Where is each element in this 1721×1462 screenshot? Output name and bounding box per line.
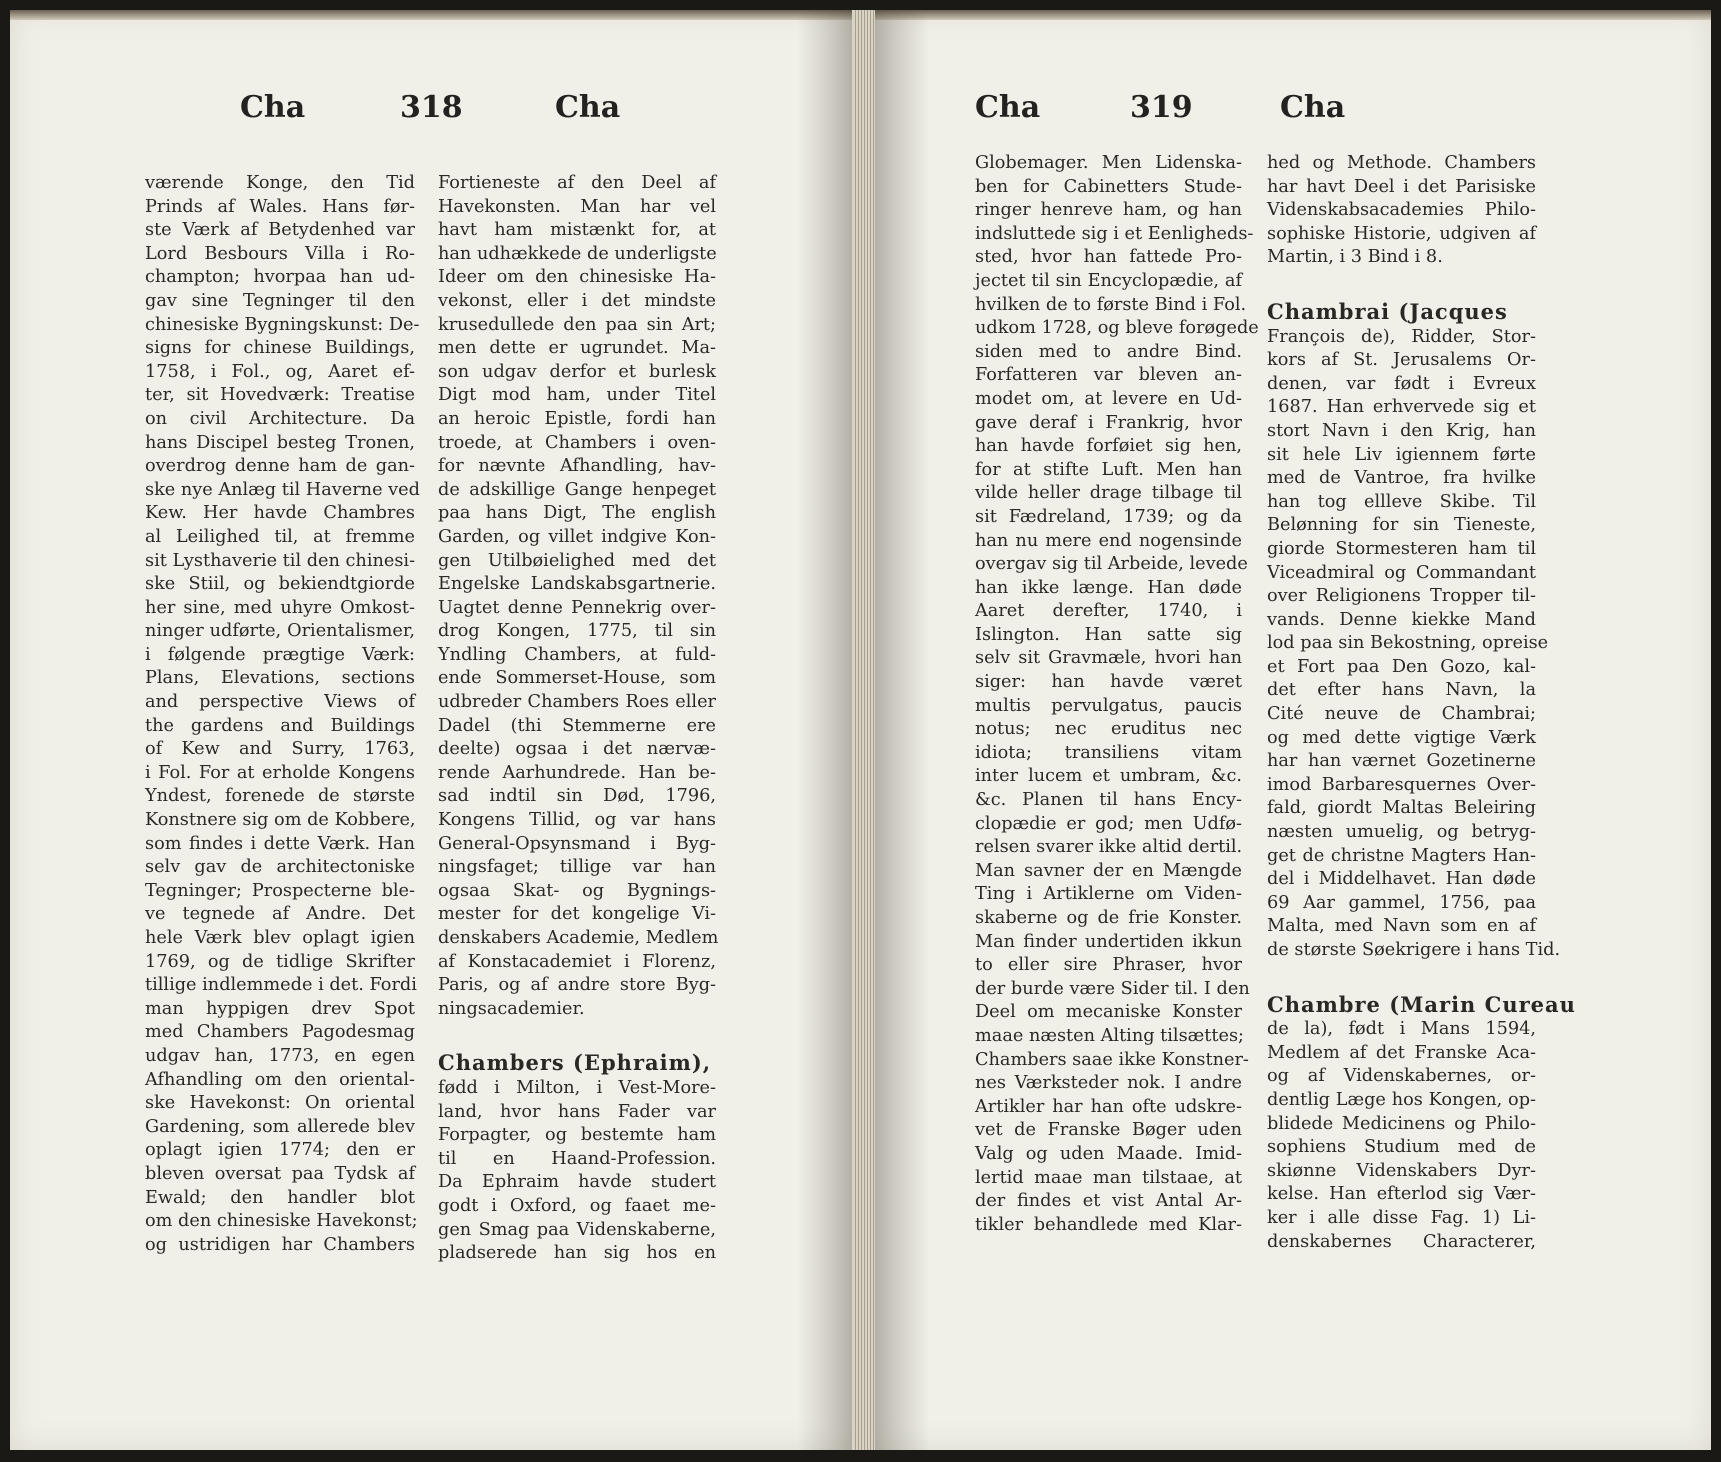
text-line: notus; nec eruditus nec	[975, 719, 1242, 740]
text-line: maae næsten Alting tilsættes;	[975, 1025, 1245, 1046]
text-line: som findes i dette Værk. Han	[145, 833, 415, 854]
text-line: Valg og uden Maade. Imid-	[975, 1143, 1242, 1164]
left-page	[10, 10, 852, 1450]
text-line: de la), født i Mans 1594,	[1267, 1019, 1536, 1040]
text-line: Prinds af Wales. Hans før-	[145, 196, 415, 217]
text-line: og af Videnskabernes, or-	[1267, 1066, 1536, 1087]
text-line: Gardening, som allerede blev	[145, 1116, 415, 1137]
text-line: &c. Planen til hans Ency-	[975, 790, 1242, 811]
text-line: har havt Deel i det Parisiske	[1267, 176, 1536, 197]
header-left: Cha	[975, 90, 1041, 125]
text-line: giorde Stormesteren ham til	[1267, 538, 1536, 559]
text-line: an heroic Epistle, fordi han	[438, 408, 716, 429]
text-line: udgav han, 1773, en egen	[145, 1045, 415, 1066]
text-line: hele Værk blev oplagt igien	[145, 928, 415, 948]
paragraph-gap	[1267, 963, 1536, 983]
right-page	[875, 10, 1711, 1450]
text-line: Man savner der en Mængde	[975, 860, 1242, 881]
page-number: 319	[1130, 90, 1193, 125]
text-line: skaberne og de frie Konster.	[975, 908, 1242, 928]
text-line: Yndest, forenede de største	[145, 786, 415, 807]
text-line: the gardens and Buildings	[145, 715, 415, 736]
page-number: 318	[400, 90, 463, 125]
text-line: man hyppigen drev Spot	[145, 998, 415, 1019]
text-line: son udgav derfor et burlesk	[438, 361, 716, 382]
text-line: denskabers Academie, Medlem	[438, 928, 719, 948]
text-line: og ustridigen har Chambers	[145, 1234, 415, 1255]
text-line: til en Haand-Profession.	[438, 1148, 716, 1169]
text-line: ningsacademier.	[438, 998, 585, 1019]
text-line: Forfatteren var bleven an-	[975, 365, 1242, 386]
text-line: sit hele Liv igiennem førte	[1267, 444, 1536, 465]
text-line: selv sit Gravmæle, hvori han	[975, 648, 1242, 669]
gutter-shadow	[875, 10, 930, 1450]
text-line: siden med to andre Bind.	[975, 341, 1242, 362]
text-line: sophiens Studium med de	[1267, 1137, 1536, 1158]
text-line: oplagt igien 1774; den er	[145, 1140, 415, 1161]
header-right: Cha	[555, 90, 621, 125]
text-line: Ideer om den chinesiske Ha-	[438, 267, 716, 288]
entry-heading: Chambrai (Jacques	[1267, 298, 1508, 324]
text-line: gen Smag paa Videnskaberne,	[438, 1219, 716, 1240]
text-line: godt i Oxford, og faaet me-	[438, 1195, 716, 1216]
text-line: Digt mod ham, under Titel	[438, 385, 716, 406]
text-line: Tegninger; Prospecterne ble-	[145, 880, 415, 901]
text-line: ske Havekonst: On oriental	[145, 1093, 415, 1114]
text-line: Engelske Landskabsgartnerie.	[438, 574, 716, 595]
text-line: de adskillige Gange henpeget	[438, 479, 716, 500]
text-line: med Chambers Pagodesmag	[145, 1022, 415, 1043]
text-line: hed og Methode. Chambers	[1267, 153, 1536, 173]
text-line: Chambers saae ikke Konstner-	[975, 1049, 1249, 1070]
text-line: 1687. Han erhvervede sig et	[1267, 397, 1536, 418]
text-line: gen Utilbøielighed med det	[438, 550, 716, 571]
text-line: drog Kongen, 1775, til sin	[438, 621, 716, 642]
running-header	[875, 90, 1711, 160]
text-line: get de christne Magters Han-	[1267, 845, 1536, 866]
text-line: Man finder undertiden ikkun	[975, 931, 1242, 952]
text-line: Kew. Her havde Chambres	[145, 503, 415, 524]
text-line: ske Stiil, og bekiendtgiorde	[145, 574, 415, 595]
text-line: ringer henreve ham, og han	[975, 200, 1242, 221]
text-line: sted, hvor han fattede Pro-	[975, 247, 1242, 268]
text-line: for at stifte Luft. Men han	[975, 459, 1242, 480]
top-edge	[10, 10, 852, 20]
text-line: vet de Franske Bøger uden	[975, 1120, 1242, 1141]
text-line: ogsaa Skat- og Bygnings-	[438, 880, 716, 901]
text-line: multis pervulgatus, paucis	[975, 695, 1242, 716]
text-line: skiønne Videnskabers Dyr-	[1267, 1160, 1536, 1181]
text-line: Martin, i 3 Bind i 8.	[1267, 247, 1443, 268]
text-line: signs for chinese Buildings,	[145, 338, 415, 359]
text-line: of Kew and Surry, 1763,	[145, 739, 415, 760]
text-line: udkom 1728, og bleve forøgede	[975, 318, 1259, 339]
text-line: han ikke længe. Han døde	[975, 577, 1242, 598]
text-line: Medlem af det Franske Aca-	[1267, 1042, 1536, 1063]
text-line: ste Værk af Betydenhed var	[145, 220, 415, 241]
left-page-column-2	[438, 172, 719, 1266]
text-line: blidede Medicinens og Philo-	[1267, 1113, 1536, 1134]
text-line: Da Ephraim havde studert	[438, 1172, 716, 1193]
text-line: Fortieneste af den Deel af	[438, 173, 716, 193]
right-page-column-2	[1267, 152, 1576, 1254]
text-line: Lord Besbours Villa i Ro-	[145, 243, 415, 264]
text-line: 1758, i Fol., og, Aaret ef-	[145, 361, 415, 382]
text-line: har han værnet Gozetinerne	[1267, 751, 1536, 772]
text-line: det efter hans Navn, la	[1267, 680, 1536, 701]
text-line: Cité neuve de Chambrai;	[1267, 704, 1536, 725]
text-line: men dette er ugrundet. Ma-	[438, 338, 716, 359]
text-line: i følgende prægtige Værk:	[145, 644, 415, 665]
text-line: Yndling Chambers, at fuld-	[438, 644, 716, 665]
text-line: relsen svarer ikke altid dertil.	[975, 837, 1243, 858]
text-line: hvilken de to første Bind i Fol.	[975, 294, 1247, 315]
running-header	[10, 90, 852, 160]
text-line: vands. Denne kiekke Mand	[1267, 609, 1536, 630]
text-line: gav sine Tegninger til den	[145, 290, 415, 311]
text-line: 69 Aar gammel, 1756, paa	[1267, 892, 1536, 913]
text-line: vilde heller drage tilbage til	[975, 483, 1242, 504]
text-line: Islington. Han satte sig	[975, 624, 1242, 645]
text-line: champton; hvorpaa han ud-	[145, 267, 415, 288]
right-page-column-1	[975, 152, 1259, 1237]
text-line: clopædie er god; men Udfø-	[975, 813, 1242, 834]
text-line: sit Fædreland, 1739; og da	[975, 506, 1242, 527]
text-line: med de Vantroe, fra hvilke	[1267, 468, 1536, 489]
text-line: Aaret derefter, 1740, i	[975, 601, 1242, 622]
text-line: imod Barbaresquernes Over-	[1267, 774, 1536, 795]
text-line: for nævnte Afhandling, hav-	[438, 456, 716, 477]
text-line: Ewald; den handler blot	[145, 1187, 415, 1208]
text-line: François de), Ridder, Stor-	[1267, 326, 1536, 347]
text-line: kors af St. Jerusalems Or-	[1267, 350, 1536, 371]
text-line: over Religionens Tropper til-	[1267, 586, 1536, 607]
text-line: vekonst, eller i det mindste	[438, 290, 716, 311]
text-line: gave deraf i Frankrig, hvor	[975, 412, 1242, 433]
text-line: hans Discipel besteg Tronen,	[145, 432, 415, 453]
text-line: i Fol. For at erholde Kongens	[145, 762, 415, 783]
top-edge	[875, 10, 1711, 20]
text-line: Afhandling om den oriental-	[145, 1069, 415, 1090]
entry-heading: Chambers (Ephraim),	[438, 1050, 712, 1076]
text-line: tikler behandlede med Klar-	[975, 1214, 1242, 1235]
page-edges	[853, 10, 875, 1450]
text-line: sit Lysthaverie til den chinesi-	[145, 550, 416, 571]
text-line: Malta, med Navn som en af	[1267, 916, 1536, 937]
text-line: bleven oversat paa Tydsk af	[145, 1163, 415, 1184]
text-line: sophiske Historie, udgiven af	[1267, 223, 1536, 244]
text-line: deelte) ogsaa i det nærvæ-	[438, 739, 716, 760]
text-line: ker i alle disse Fag. 1) Li-	[1267, 1207, 1536, 1228]
text-line: Paris, og af andre store Byg-	[438, 975, 716, 996]
text-line: denskabernes Characterer,	[1267, 1231, 1536, 1252]
text-line: paa hans Digt, The english	[438, 503, 716, 524]
text-line: Plans, Elevations, sections	[145, 668, 415, 689]
text-line: Artikler har han ofte udskre-	[975, 1096, 1242, 1117]
text-line: lod paa sin Bekostning, opreise	[1267, 633, 1549, 654]
text-line: denen, var født i Evreux	[1267, 373, 1536, 394]
text-line: han tog ellleve Skibe. Til	[1267, 491, 1536, 512]
text-line: Uagtet denne Pennekrig over-	[438, 597, 716, 618]
text-line: næsten umuelig, og betryg-	[1267, 822, 1536, 843]
header-right: Cha	[1280, 90, 1346, 125]
text-line: inter lucem et umbram, &c.	[975, 766, 1242, 787]
text-line: Kongens Tillid, og var hans	[438, 810, 716, 831]
text-line: jectet til sin Encyclopædie, af	[975, 270, 1242, 291]
text-line: Konstnere sig om de Kobbere,	[145, 810, 416, 831]
gutter-shadow	[797, 10, 852, 1450]
text-line: Belønning for sin Tieneste,	[1267, 515, 1536, 536]
text-line: del i Middelhavet. Han døde	[1267, 869, 1536, 890]
text-line: han udhækkede de underligste	[438, 243, 717, 264]
text-line: Videnskabsacademies Philo-	[1267, 200, 1536, 221]
text-line: ningsfaget; tillige var han	[438, 857, 716, 878]
text-line: overgav sig til Arbeide, levede	[975, 554, 1248, 575]
text-line: mester for det kongelige Vi-	[438, 904, 716, 925]
text-line: og med dette vigtige Værk	[1267, 727, 1536, 748]
text-line: idiota; transiliens vitam	[975, 742, 1242, 763]
text-line: ske nye Anlæg til Haverne ved	[145, 479, 420, 500]
text-line: her sine, med uhyre Omkost-	[145, 597, 415, 618]
text-line: al Leilighed til, at fremme	[145, 526, 415, 547]
text-line: ben for Cabinetters Stude-	[975, 176, 1242, 197]
text-line: Dadel (thi Stemmerne ere	[438, 715, 716, 736]
text-line: Ting i Artiklerne om Viden-	[975, 884, 1242, 905]
text-line: Viceadmiral og Commandant	[1267, 562, 1536, 583]
text-line: chinesiske Bygningskunst: De-	[145, 314, 420, 335]
text-line: havt ham mistænkt for, at	[438, 220, 716, 241]
text-line: stort Navn i den Krig, han	[1267, 420, 1536, 441]
text-line: værende Konge, den Tid	[145, 173, 415, 193]
text-line: fødd i Milton, i Vest-More-	[438, 1077, 716, 1098]
text-line: ter, sit Hovedværk: Treatise	[145, 385, 415, 406]
text-line: modet om, at levere en Ud-	[975, 388, 1242, 409]
text-line: on civil Architecture. Da	[145, 408, 415, 429]
entry-heading: Chambre (Marin Cureau	[1267, 991, 1576, 1017]
text-line: dentlig Læge hos Kongen, op-	[1267, 1089, 1536, 1110]
text-line: ninger udførte, Orientalismer,	[145, 621, 415, 642]
text-line: and perspective Views of	[145, 692, 415, 713]
text-line: tillige indlemmede i det. Fordi	[145, 975, 417, 996]
text-line: siger: han havde været	[975, 672, 1242, 693]
text-line: overdrog denne ham de gan-	[145, 456, 415, 477]
text-line: et Fort paa Den Gozo, kal-	[1267, 656, 1536, 677]
text-line: selv gav de architectoniske	[145, 857, 415, 878]
text-line: Havekonsten. Man har vel	[438, 196, 716, 217]
text-line: han nu mere end nogensinde	[975, 530, 1242, 551]
text-line: to eller sire Phraser, hvor	[975, 955, 1242, 976]
text-line: af Konstacademiet i Florenz,	[438, 951, 716, 972]
text-line: Deel om mecaniske Konster	[975, 1002, 1242, 1023]
text-line: nes Værksteder nok. I andre	[975, 1073, 1242, 1094]
text-line: 1769, og de tidlige Skrifter	[145, 951, 415, 972]
paragraph-gap	[1267, 270, 1536, 290]
text-line: Globemager. Men Lidenska-	[975, 153, 1242, 173]
text-line: ende Sommerset-House, som	[438, 668, 716, 689]
text-line: indsluttede sig i et Eenligheds-	[975, 223, 1254, 244]
text-line: Forpagter, og bestemte ham	[438, 1125, 716, 1146]
text-line: Garden, og villet indgive Kon-	[438, 526, 716, 547]
text-line: rende Aarhundrede. Han be-	[438, 762, 716, 783]
text-line: troede, at Chambers i oven-	[438, 432, 716, 453]
text-line: han havde forføiet sig hen,	[975, 436, 1242, 457]
paragraph-gap	[438, 1021, 716, 1041]
text-line: der findes et vist Antal Ar-	[975, 1191, 1242, 1212]
text-line: der burde være Sider til. I den	[975, 978, 1250, 999]
text-line: land, hvor hans Fader var	[438, 1101, 716, 1122]
text-line: kelse. Han efterlod sig Vær-	[1267, 1184, 1536, 1205]
text-line: om den chinesiske Havekonst;	[145, 1211, 418, 1232]
text-line: krusedullede den paa sin Art;	[438, 314, 716, 335]
text-line: lertid maae man tilstaae, at	[975, 1167, 1242, 1188]
text-line: udbreder Chambers Roes eller	[438, 692, 716, 713]
text-line: fald, giordt Maltas Beleiring	[1267, 798, 1536, 819]
header-left: Cha	[240, 90, 306, 125]
text-line: ve tegnede af Andre. Det	[145, 904, 415, 925]
text-line: pladserede han sig hos en	[438, 1243, 716, 1264]
text-line: General-Opsynsmand i Byg-	[438, 833, 716, 854]
left-page-column-1	[145, 172, 420, 1257]
text-line: sad indtil sin Død, 1796,	[438, 786, 716, 807]
text-line: de største Søekrigere i hans Tid.	[1267, 940, 1561, 960]
